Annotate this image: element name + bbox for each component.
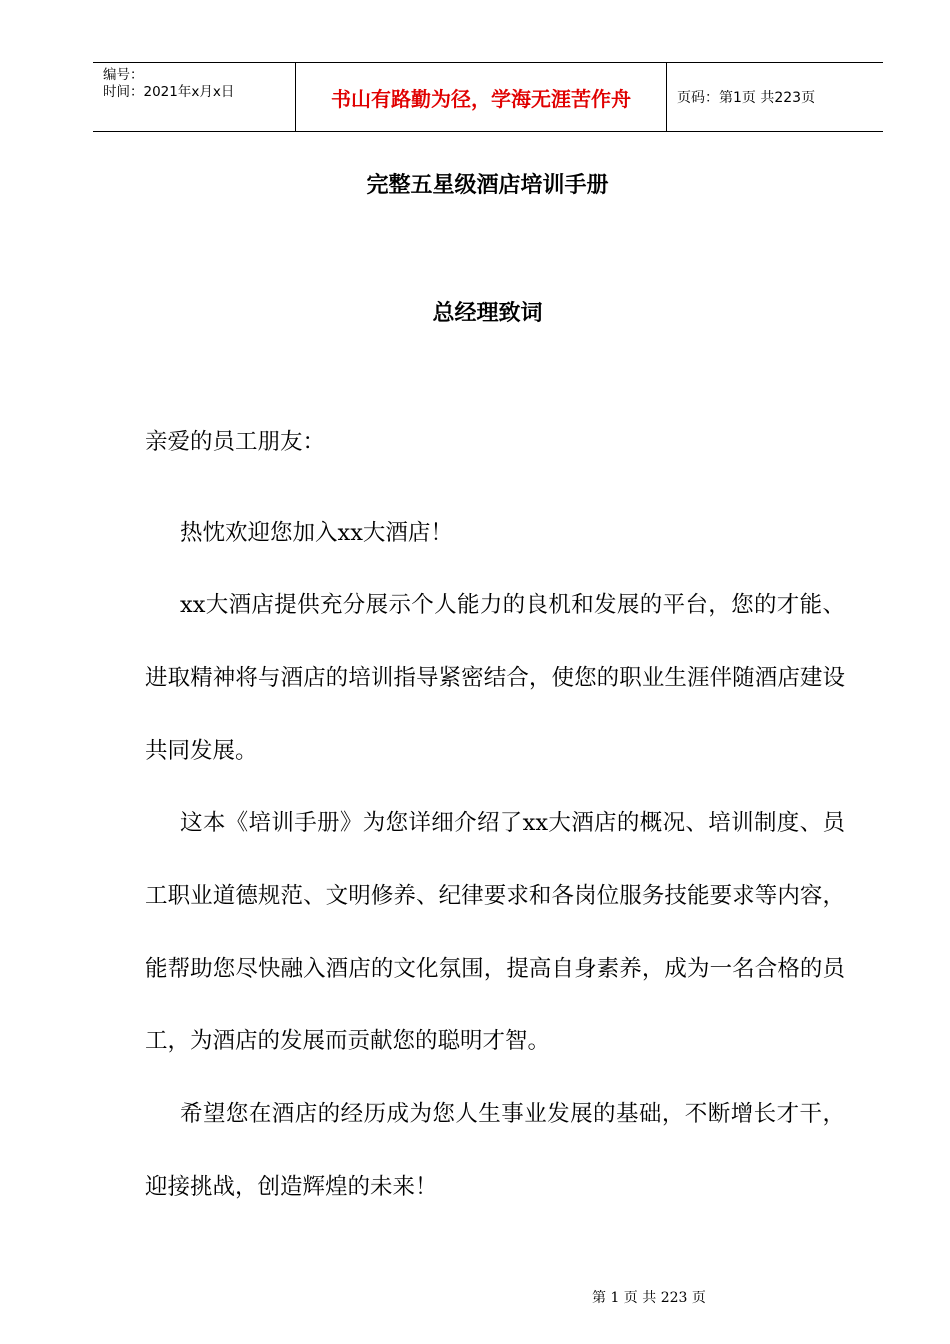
salutation: 亲爱的员工朋友： (145, 429, 326, 455)
header-motto (295, 63, 667, 131)
document-title: 完整五星级酒店培训手册 (366, 172, 609, 198)
document-body (145, 424, 845, 1224)
page-header (93, 62, 883, 132)
section-title: 总经理致词 (432, 300, 543, 326)
paragraph: 热忱欢迎您加入xx大酒店！ (180, 519, 453, 546)
time-label: 时间：2021年x月x日 (103, 84, 235, 100)
header-meta (93, 63, 295, 131)
header-page-info (667, 63, 883, 131)
page-info-text: 页码：第1页 共223页 (677, 90, 816, 106)
paragraph: 这本《培训手册》为您详细介绍了xx大酒店的概况、培训制度、员工职业道德规范、文明修养、纪律要求和各岗位服务技能要求等内容，能帮助您尽快融入酒店的文化氛围，提高自身素养，成为一名合格的员工，为酒店的发展而贡献您的聪明才智。 (145, 810, 845, 1055)
number-label: 编号： (103, 67, 144, 83)
paragraph: xx大酒店提供充分展示个人能力的良机和发展的平台，您的才能、进取精神将与酒店的培训指导紧密结合，使您的职业生涯伴随酒店建设共同发展。 (145, 592, 845, 764)
footer-page-number: 第 1 页 共 223 页 (592, 1290, 706, 1306)
paragraph: 希望您在酒店的经历成为您人生事业发展的基础，不断增长才干，迎接挑战，创造辉煌的未来！ (145, 1101, 845, 1200)
motto-text: 书山有路勤为径，学海无涯苦作舟 (331, 86, 631, 111)
